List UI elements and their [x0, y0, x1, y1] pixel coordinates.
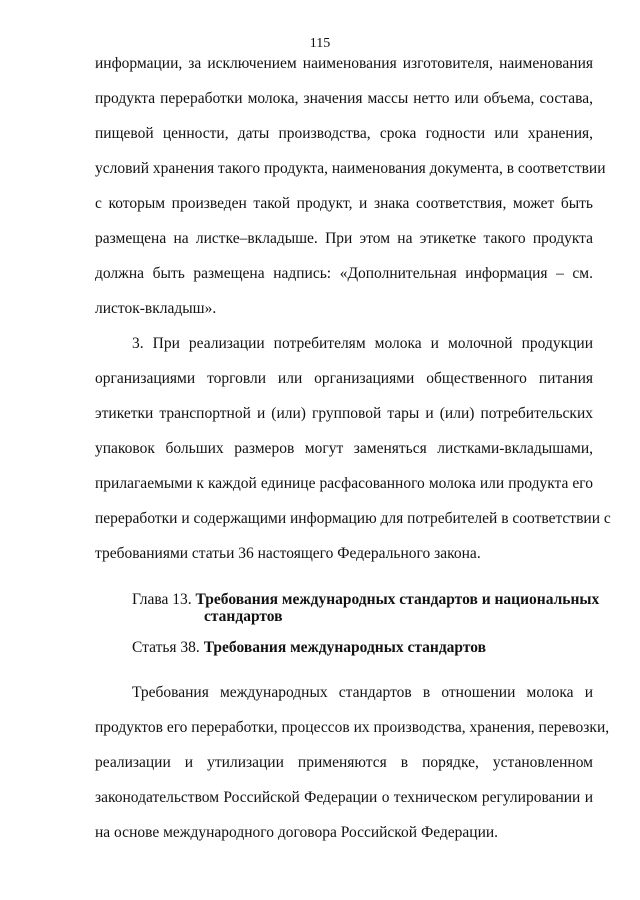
article-prefix: Статья 38.: [132, 639, 200, 656]
text-line: организациями торговли или организациями общественного питания: [95, 370, 593, 387]
text-line: должна быть размещена надпись: «Дополнительная информация – см.: [95, 265, 593, 282]
text-line: Требования международных стандартов в отношении молока и: [132, 684, 593, 701]
chapter-heading: [132, 591, 600, 625]
text-line: упаковок больших размеров могут заменяться листками-вкладышами,: [95, 440, 593, 457]
text-line: листок-вкладыш».: [95, 300, 217, 317]
text-line: 3. При реализации потребителям молока и молочной продукции: [132, 335, 593, 352]
text-line: продукта переработки молока, значения массы нетто или объема, состава,: [95, 90, 593, 107]
text-line: пищевой ценности, даты производства, срока годности или хранения,: [95, 125, 593, 142]
chapter-prefix: Глава 13.: [132, 591, 192, 608]
text-line: информации, за исключением наименования изготовителя, наименования: [95, 55, 593, 72]
article-heading: [132, 639, 486, 657]
text-line: требованиями статьи 36 настоящего Федерального закона.: [95, 545, 481, 562]
text-line: размещена на листке–вкладыше. При этом на этикетке такого продукта: [95, 230, 593, 247]
text-line: переработки и содержащими информацию для потребителей в соответствии с: [95, 510, 611, 527]
text-line: условий хранения такого продукта, наименования документа, в соответствии: [95, 160, 606, 177]
chapter-title-continuation: стандартов: [204, 608, 283, 625]
text-line: на основе международного договора Российской Федерации.: [95, 824, 499, 841]
article-title: Требования международных стандартов: [203, 639, 486, 656]
text-line: законодательством Российской Федерации о техническом регулировании и: [95, 789, 593, 806]
chapter-title: Требования международных стандартов и национальных: [195, 591, 600, 608]
text-line: прилагаемыми к каждой единице расфасованного молока или продукта его: [95, 475, 593, 492]
text-line: реализации и утилизации применяются в порядке, установленном: [95, 754, 593, 771]
page-number: 115: [309, 36, 331, 51]
text-line: с которым произведен такой продукт, и знака соответствия, может быть: [95, 195, 593, 212]
text-line: этикетки транспортной и (или) групповой тары и (или) потребительских: [95, 405, 593, 422]
text-line: продуктов его переработки, процессов их производства, хранения, перевозки,: [95, 719, 610, 736]
